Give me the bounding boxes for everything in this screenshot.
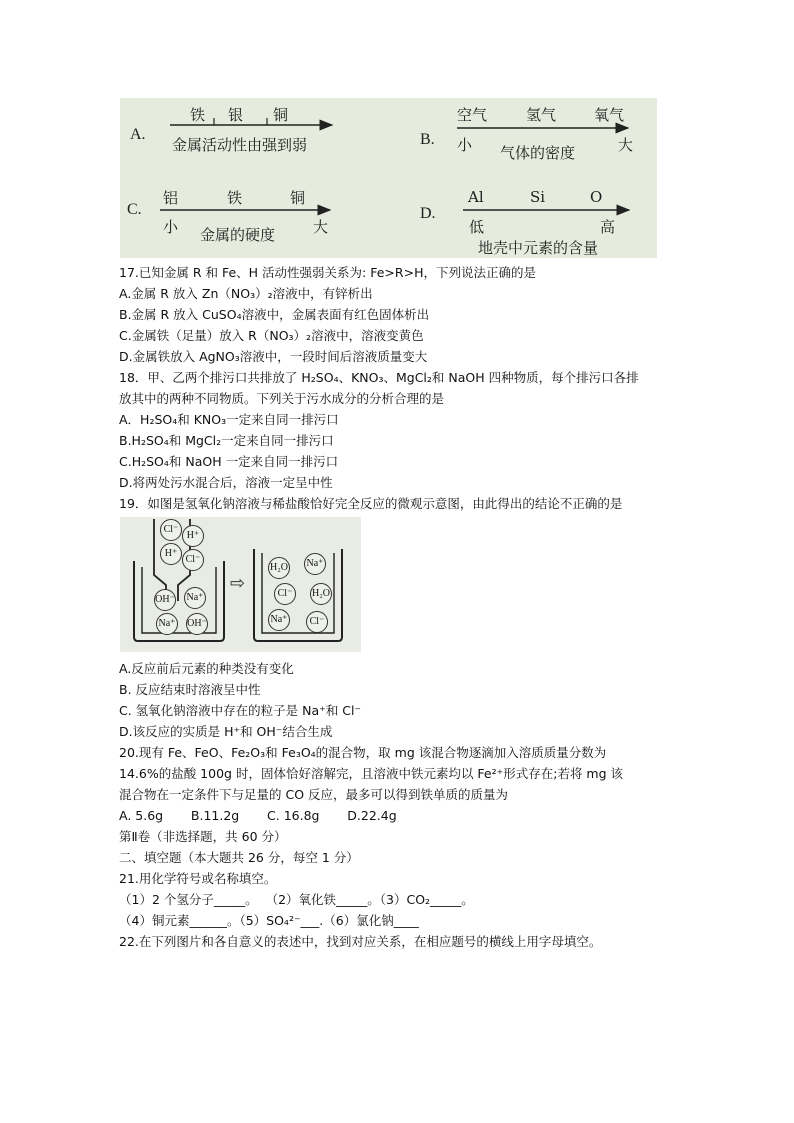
scale-c-left: 小 bbox=[163, 218, 179, 236]
q20-options: A. 5.6g B.11.2g C. 16.8g D.22.4g bbox=[119, 808, 397, 823]
q21-stem: 21.用化学符号或名称填空。 bbox=[119, 871, 277, 886]
ion-na-left: Na⁺ bbox=[184, 587, 206, 609]
q17-option-a: A.金属 R 放入 Zn（NO₃）₂溶液中，有锌析出 bbox=[119, 286, 373, 301]
ion-h2o-right: H₂O bbox=[268, 557, 290, 579]
scale-c-item-1: 铝 bbox=[163, 189, 179, 207]
scale-b-item-1: 空气 bbox=[457, 106, 488, 124]
scale-a-item-3: 铜 bbox=[273, 106, 289, 124]
ion-cl-funnel: Cl⁻ bbox=[160, 519, 182, 541]
q21-line2: （4）铜元素______。（5）SO₄²⁻___.（6）氯化钠____ bbox=[119, 913, 419, 928]
option-c-letter: C. bbox=[127, 201, 142, 218]
scale-b-caption: 气体的密度 bbox=[500, 144, 576, 162]
reaction-arrow-icon: ⇨ bbox=[230, 573, 246, 594]
figure-property-scales bbox=[120, 98, 657, 258]
figure-reaction-diagram bbox=[120, 517, 361, 652]
q17-option-d: D.金属铁放入 AgNO₃溶液中，一段时间后溶液质量变大 bbox=[119, 349, 428, 364]
ion-h2o-right-2: H₂O bbox=[310, 583, 332, 605]
scale-b-left: 小 bbox=[457, 136, 473, 154]
ion-cl-right-2: Cl⁻ bbox=[306, 611, 328, 633]
q18-stem-line1: 18．甲、乙两个排污口共排放了 H₂SO₄、KNO₃、MgCl₂和 NaOH 四种物质，每个排污口各排 bbox=[119, 370, 639, 385]
scale-d-right: 高 bbox=[600, 218, 616, 236]
ion-na-left-2: Na⁺ bbox=[156, 613, 178, 635]
option-b-letter: B. bbox=[420, 131, 435, 148]
q18-stem-line2: 放其中的两种不同物质。下列关于污水成分的分析合理的是 bbox=[119, 391, 445, 406]
scale-c-item-2: 铁 bbox=[227, 189, 243, 207]
q18-option-d: D.将两处污水混合后，溶液一定呈中性 bbox=[119, 475, 333, 490]
ion-oh-left: OH⁻ bbox=[154, 589, 176, 611]
scale-b-right: 大 bbox=[618, 136, 634, 154]
scale-b-item-2: 氢气 bbox=[526, 106, 557, 124]
q17-stem: 17.已知金属 R 和 Fe、H 活动性强弱关系为: Fe>R>H，下列说法正确的是 bbox=[119, 265, 536, 280]
scale-d-item-1: Al bbox=[468, 188, 484, 206]
scale-d-caption: 地壳中元素的含量 bbox=[478, 239, 599, 257]
ion-h-funnel: H⁺ bbox=[182, 525, 204, 547]
q19-option-c: C. 氢氧化钠溶液中存在的粒子是 Na⁺和 Cl⁻ bbox=[119, 703, 362, 718]
scale-a-caption: 金属活动性由强到弱 bbox=[172, 136, 308, 154]
ion-cl-right: Cl⁻ bbox=[274, 583, 296, 605]
scale-d-item-3: O bbox=[590, 188, 603, 206]
fill-blank-heading: 二、填空题（本大题共 26 分，每空 1 分） bbox=[119, 850, 359, 865]
scale-a-item-1: 铁 bbox=[190, 106, 206, 124]
ion-na-right-2: Na⁺ bbox=[268, 609, 290, 631]
scale-d-item-2: Si bbox=[530, 188, 546, 206]
q19-option-b: B. 反应结束时溶液呈中性 bbox=[119, 682, 261, 697]
q19-option-a: A.反应前后元素的种类没有变化 bbox=[119, 661, 294, 676]
q17-option-b: B.金属 R 放入 CuSO₄溶液中，金属表面有红色固体析出 bbox=[119, 307, 430, 322]
scale-d-left: 低 bbox=[469, 218, 485, 236]
option-a-letter: A. bbox=[130, 126, 146, 143]
ion-cl-funnel-2: Cl⁻ bbox=[182, 549, 204, 571]
ion-oh-left-2: OH⁻ bbox=[186, 613, 208, 635]
scale-b-item-3: 氧气 bbox=[594, 106, 625, 124]
option-d-letter: D. bbox=[420, 205, 436, 222]
q18-option-c: C.H₂SO₄和 NaOH 一定来自同一排污口 bbox=[119, 454, 339, 469]
q20-stem-line3: 混合物在一定条件下与足量的 CO 反应，最多可以得到铁单质的质量为 bbox=[119, 787, 509, 802]
scale-c-item-3: 铜 bbox=[290, 189, 306, 207]
q19-stem: 19．如图是氢氧化钠溶液与稀盐酸恰好完全反应的微观示意图，由此得出的结论不正确的是 bbox=[119, 496, 623, 511]
scale-c-right: 大 bbox=[313, 218, 329, 236]
q18-option-b: B.H₂SO₄和 MgCl₂一定来自同一排污口 bbox=[119, 433, 334, 448]
q22-stem: 22.在下列图片和各自意义的表述中，找到对应关系，在相应题号的横线上用字母填空。 bbox=[119, 934, 602, 949]
part2-heading: 第Ⅱ卷（非选择题，共 60 分） bbox=[119, 829, 287, 844]
q20-stem-line2: 14.6%的盐酸 100g 时，固体恰好溶解完，且溶液中铁元素均以 Fe²⁺形式存在;若将 mg 该 bbox=[119, 766, 623, 781]
q21-line1: （1）2 个氢分子_____。 （2）氧化铁_____。（3）CO₂_____。 bbox=[119, 892, 474, 907]
scale-a-item-2: 银 bbox=[228, 106, 244, 124]
q17-option-c: C.金属铁（足量）放入 R（NO₃）₂溶液中，溶液变黄色 bbox=[119, 328, 424, 343]
q20-stem-line1: 20.现有 Fe、FeO、Fe₂O₃和 Fe₃O₄的混合物，取 mg 该混合物逐滴加入溶质质量分数为 bbox=[119, 745, 607, 760]
scale-c-caption: 金属的硬度 bbox=[200, 226, 276, 244]
ion-na-right: Na⁺ bbox=[304, 553, 326, 575]
q19-option-d: D.该反应的实质是 H⁺和 OH⁻结合生成 bbox=[119, 724, 333, 739]
ion-h-funnel-2: H⁺ bbox=[160, 543, 182, 565]
q18-option-a: A．H₂SO₄和 KNO₃一定来自同一排污口 bbox=[119, 412, 339, 427]
